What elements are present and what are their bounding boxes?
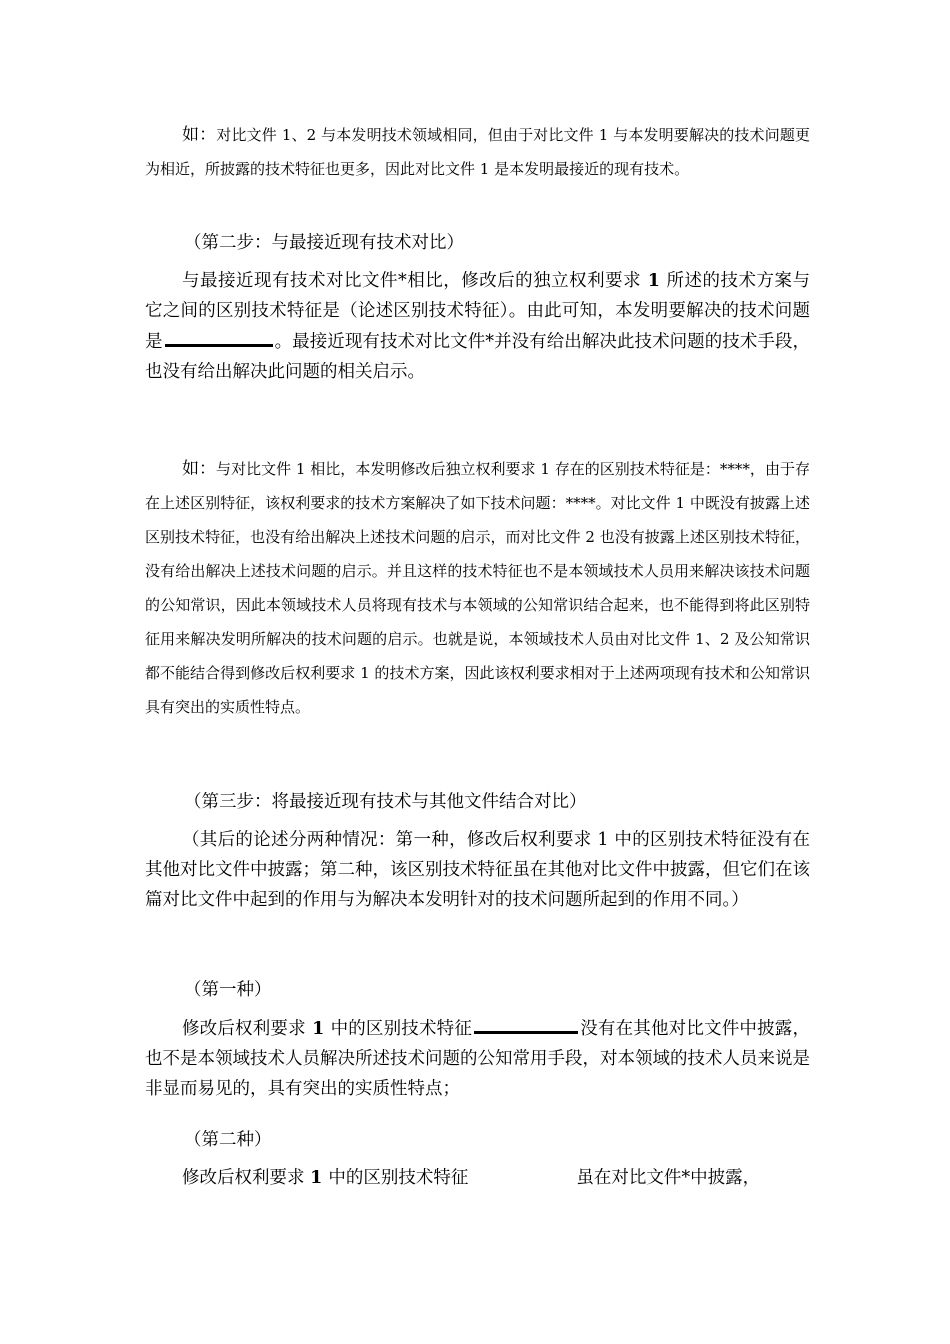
claim-number: 1	[305, 1019, 331, 1039]
fill-in-blank-distinguishing-feature	[474, 1013, 578, 1034]
example-text: 对比文件 1、2 与本发明技术领域相同，但由于对比文件 1 与本发明要解决的技术问题更为相近，所披露的技术特征也更多，因此对比文件 1 是本发明最接近的现有技术。	[145, 126, 811, 178]
example-paragraph-closest-prior-art	[145, 118, 810, 186]
case2-text-a: 修改后权利要求	[182, 1168, 311, 1188]
fill-in-blank-technical-problem	[165, 326, 273, 347]
case2-text-c: 虽在对比文件*中披露，	[576, 1168, 761, 1188]
case2-text-b: 中的区别技术特征	[328, 1168, 469, 1188]
case1-text-a: 修改后权利要求	[182, 1019, 306, 1039]
example-text: 与对比文件 1 相比，本发明修改后独立权利要求 1 存在的区别技术特征是：****，由于存在上述区别特征，该权利要求的技术方案解决了如下技术问题：****。对比文件 1 中既没有披露上述区别技术特征，也没有给出解决上述技术问题的启示，而对比文件 2 也没有披露上述区别技术特征，没有给出解决上述技术问题的启示。并且这样的技术特征也不是本领域技术人员用来解决该技术问题的公知常识，因此本领域技术人员将现有技术与本领域的公知常识结合起来，也不能得到将此区别特征用来解决发明所解决的技术问题的启示。也就是说，本领域技术人员由对比文件 1、2 及公知常识都不能结合得到修改后权利要求 1 的技术方案，因此该权利要求相对于上述两项现有技术和公知常识具有突出的实质性特点。	[145, 460, 810, 716]
step2-paragraph	[145, 266, 810, 387]
step2-text-c: 。最接近现有技术对比文件*并没有给出解决此技术问题的技术手段，也没有给出解决此问题的相关启示。	[145, 332, 811, 382]
case1-heading: （第一种）	[184, 980, 272, 1000]
example-paragraph-distinguishing-features	[145, 452, 810, 724]
step3-intro-paragraph: （其后的论述分两种情况：第一种，修改后权利要求 1 中的区别技术特征没有在其他对比文件中披露；第二种，该区别技术特征虽在其他对比文件中披露，但它们在该篇对比文件中起到的作用与为解决本发明针对的技术问题所起到的作用不同。）	[145, 830, 810, 910]
case2-heading: （第二种）	[184, 1130, 272, 1150]
step3-heading: （第三步：将最接近现有技术与其他文件结合对比）	[184, 792, 587, 812]
step2-text-a: 与最接近现有技术对比文件*相比，修改后的独立权利要求	[182, 271, 642, 291]
case1-paragraph	[145, 1013, 810, 1104]
step2-heading: （第二步：与最接近现有技术对比）	[184, 233, 464, 253]
step2-text-b: 所述的技术方案与它之间的区别技术特征是（论述区别技术特征）。由此可知，本发明要解决的技术问题是	[145, 271, 810, 352]
example-lead: 如：	[182, 125, 217, 145]
case1-text-c: 没有在其他对比文件中披露，也不是本领域技术人员解决所述技术问题的公知常用手段，对本领域的技术人员来说是非显而易见的，具有突出的实质性特点；	[145, 1019, 810, 1099]
example-lead: 如：	[182, 459, 217, 479]
case2-paragraph	[145, 1163, 810, 1193]
fill-in-blank-empty	[470, 1165, 574, 1183]
claim-number: 1	[310, 1168, 329, 1188]
case1-text-b: 中的区别技术特征	[330, 1019, 473, 1039]
claim-number: 1	[641, 271, 667, 291]
